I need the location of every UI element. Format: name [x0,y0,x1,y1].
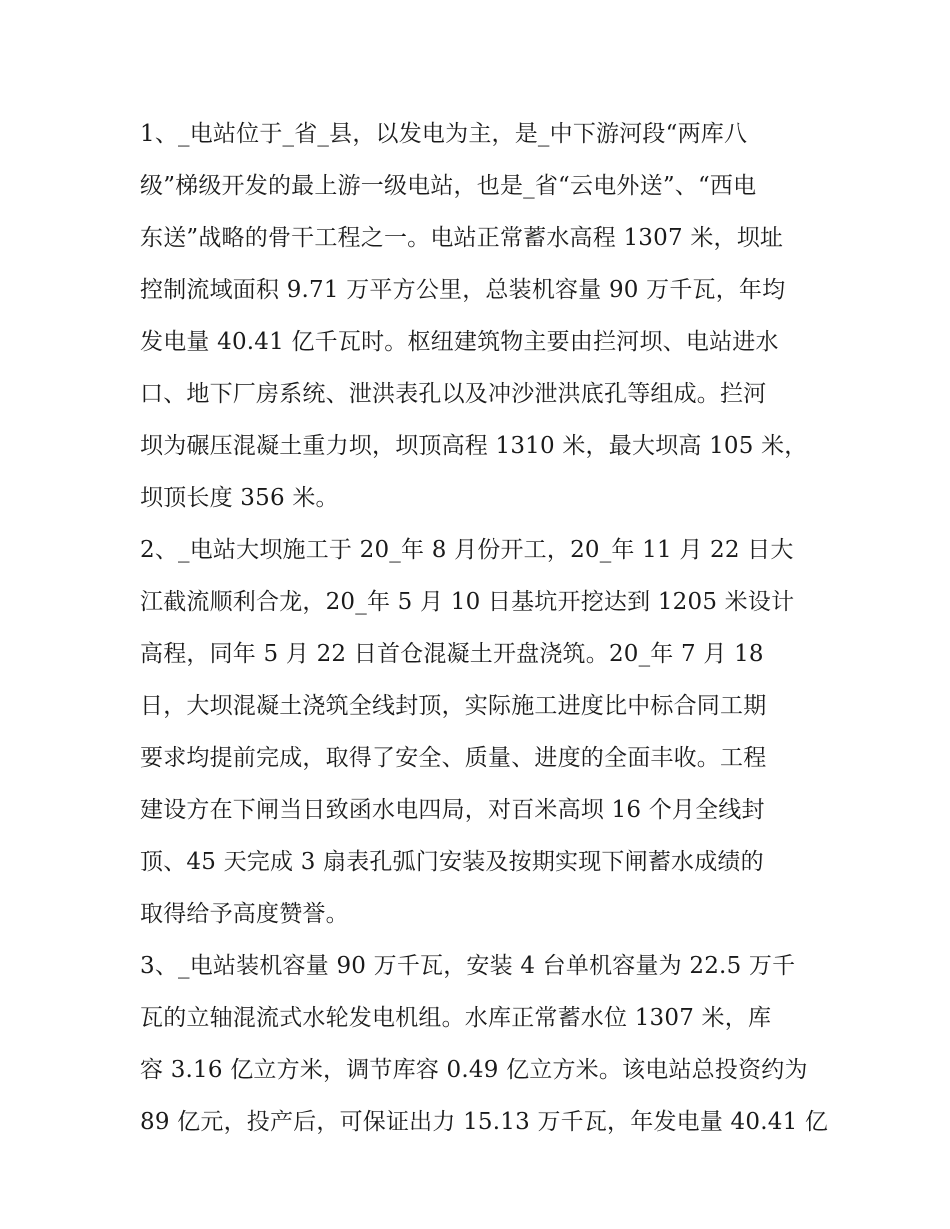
text-line: 坝为碾压混凝土重力坝，坝顶高程 1310 米，最大坝高 105 米， [140,433,808,459]
text-line: 1、_电站位于_省_县，以发电为主，是_中下游河段“两库八 [140,121,748,147]
text-line: 顶、45 天完成 3 扇表孔弧门安装及按期实现下闸蓄水成绩的 [140,849,764,875]
text-line: 坝顶长度 356 米。 [140,485,339,511]
text-line: 2、_电站大坝施工于 20_年 8 月份开工，20_年 11 月 22 日大 [140,537,794,563]
text-line: 瓦的立轴混流式水轮发电机组。水库正常蓄水位 1307 米，库 [140,1005,772,1031]
text-line: 级”梯级开发的最上游一级电站，也是_省“云电外送”、“西电 [140,173,757,199]
text-line: 建设方在下闸当日致函水电四局，对百米高坝 16 个月全线封 [140,797,765,823]
text-line: 发电量 40.41 亿千瓦时。枢纽建筑物主要由拦河坝、电站进水 [140,329,779,355]
text-line: 89 亿元，投产后，可保证出力 15.13 万千瓦，年发电量 40.41 亿 [140,1109,829,1135]
text-line: 要求均提前完成，取得了安全、质量、进度的全面丰收。工程 [140,745,767,771]
text-line: 口、地下厂房系统、泄洪表孔以及冲沙泄洪底孔等组成。拦河 [140,381,767,407]
text-line: 高程，同年 5 月 22 日首仓混凝土开盘浇筑。20_年 7 月 18 [140,641,764,667]
text-line: 容 3.16 亿立方米，调节库容 0.49 亿立方米。该电站总投资约为 [140,1057,808,1083]
text-line: 日，大坝混凝土浇筑全线封顶，实际施工进度比中标合同工期 [140,693,767,719]
text-line: 3、_电站装机容量 90 万千瓦，安装 4 台单机容量为 22.5 万千 [140,953,796,979]
text-line: 东送”战略的骨干工程之一。电站正常蓄水高程 1307 米，坝址 [140,225,784,251]
text-line: 取得给予高度赞誉。 [140,901,349,927]
document-body [140,108,829,1148]
text-line: 江截流顺利合龙，20_年 5 月 10 日基坑开挖达到 1205 米设计 [140,589,795,615]
text-line: 控制流域面积 9.71 万平方公里，总装机容量 90 万千瓦，年均 [140,277,786,303]
